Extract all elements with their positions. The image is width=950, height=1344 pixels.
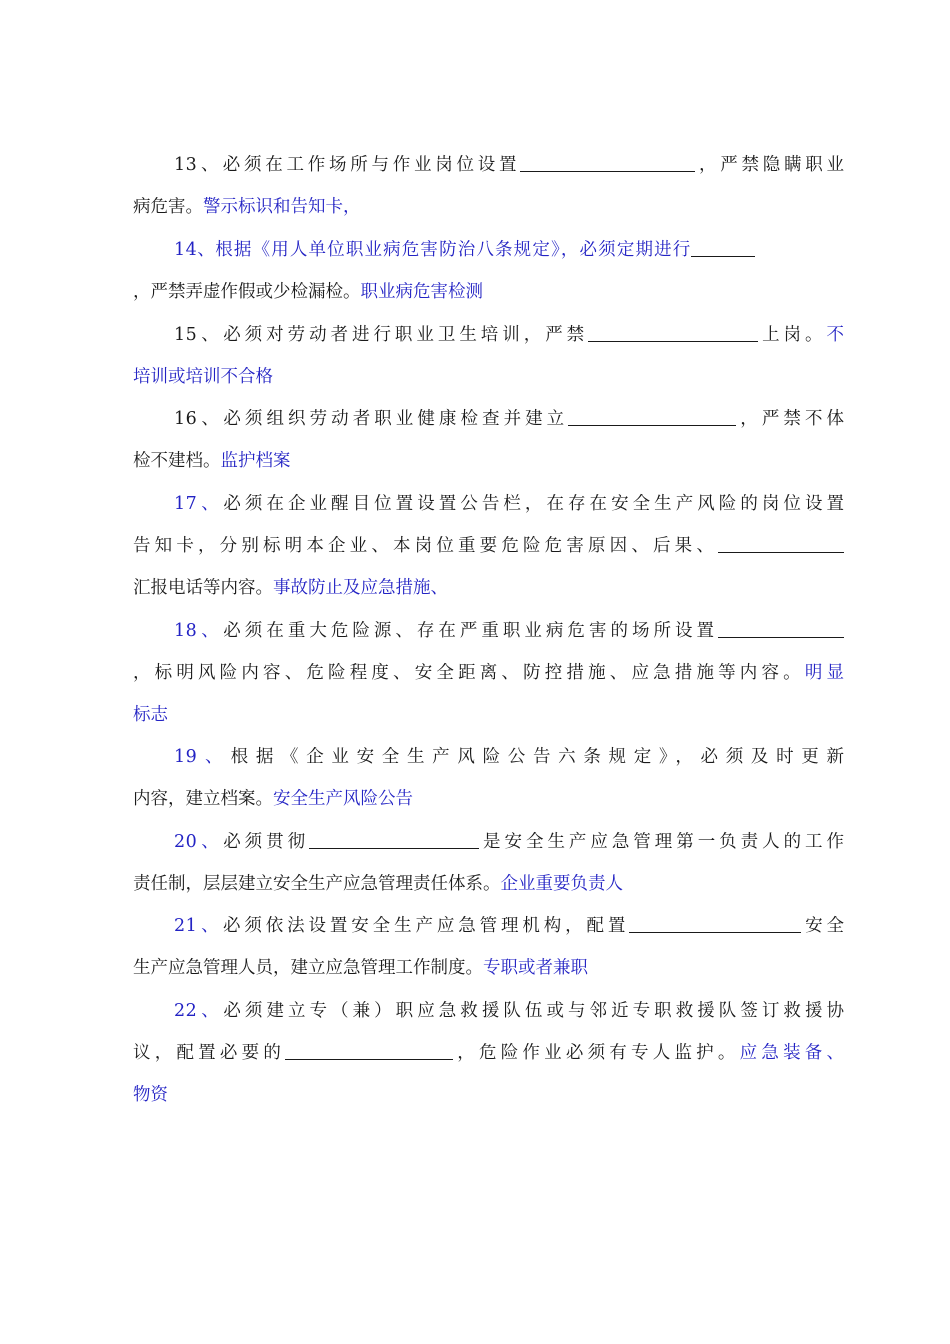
question-line [133, 448, 844, 474]
question-line [133, 660, 844, 686]
question-text: 议，配置必要的 [133, 1043, 286, 1063]
answer-blank [718, 619, 844, 638]
question-line [133, 575, 844, 601]
question-line [133, 322, 844, 348]
answer-blank [588, 323, 758, 342]
question-number: 14、 [174, 240, 216, 260]
question-text: ，严禁弄虚作假或少检漏检。 [133, 282, 361, 302]
question-line [133, 702, 844, 728]
answer-text: 标志 [133, 705, 168, 725]
answer-text: 不 [826, 325, 844, 345]
question-text: 检不建档。 [133, 451, 221, 471]
answer-blank [309, 830, 479, 849]
question-text: 安全 [801, 916, 844, 936]
question-text: 根据《用人单位职业病危害防治八条规定》，必须定期进行 [215, 240, 692, 260]
question-number: 18、 [174, 621, 224, 641]
answer-blank [691, 238, 755, 257]
question-line [133, 152, 844, 178]
question-line [133, 871, 844, 897]
question-text: 必须依法设置安全生产应急管理机构，配置 [223, 916, 630, 936]
question-line [133, 829, 844, 855]
question-text: 内容，建立档案。 [133, 789, 273, 809]
answer-text: 培训或培训不合格 [133, 367, 273, 387]
answer-blank [285, 1041, 453, 1060]
question-text: 上岗。 [758, 325, 827, 345]
answer-text: 应急装备、 [739, 1043, 845, 1063]
question-text: ，标明风险内容、危险程度、安全距离、防控措施、应急措施等内容。 [133, 663, 805, 683]
question-text: 必须贯彻 [223, 832, 310, 852]
question-line [133, 786, 844, 812]
question-text: 是安全生产应急管理第一负责人的工作 [479, 832, 844, 852]
question-text: ，严禁隐瞒职业 [695, 155, 844, 175]
answer-blank [629, 914, 801, 933]
question-number: 17、 [174, 494, 224, 514]
question-number: 22、 [174, 1001, 224, 1021]
question-text: 必须在重大危险源、存在严重职业病危害的场所设置 [223, 621, 718, 641]
question-text: 汇报电话等内容。 [133, 578, 273, 598]
answer-text: 职业病危害检测 [360, 282, 483, 302]
answer-blank [718, 534, 844, 553]
answer-text: 监护档案 [220, 451, 291, 471]
answer-text: 企业重要负责人 [500, 874, 623, 894]
question-line [133, 744, 844, 770]
question-text: 必须在企业醒目位置设置公告栏，在存在安全生产风险的岗位设置 [223, 494, 844, 514]
answer-blank [568, 407, 736, 426]
question-line [133, 237, 844, 263]
question-line [133, 406, 844, 432]
question-text: 必须组织劳动者职业健康检查并建立 [223, 409, 569, 429]
answer-text: 安全生产风险公告 [273, 789, 413, 809]
question-line [133, 194, 844, 220]
question-number: 13、 [174, 155, 223, 175]
question-text: 病危害。 [133, 197, 203, 217]
answer-text: 明显 [804, 663, 844, 683]
question-line [133, 618, 844, 644]
question-line [133, 1082, 844, 1108]
answer-text: 物资 [133, 1085, 168, 1105]
question-line [133, 1040, 844, 1066]
question-text: 责任制，层层建立安全生产应急管理责任体系。 [133, 874, 501, 894]
question-number: 15、 [174, 325, 224, 345]
question-number: 20、 [174, 832, 224, 852]
question-line [133, 533, 844, 559]
question-text: 根据《企业安全生产风险公告六条规定》，必须及时更新 [230, 747, 844, 767]
question-text: 生产应急管理人员，建立应急管理工作制度。 [133, 958, 483, 978]
question-line [133, 998, 844, 1024]
question-line [133, 364, 844, 390]
question-line [133, 955, 844, 981]
question-text: 告知卡，分别标明本企业、本岗位重要危险危害原因、后果、 [133, 536, 718, 556]
question-line [133, 279, 844, 305]
question-text: 必须对劳动者进行职业卫生培训，严禁 [223, 325, 589, 345]
answer-text: 专职或者兼职 [483, 958, 588, 978]
answer-text: 事故防止及应急措施、 [273, 578, 448, 598]
question-number: 16、 [174, 409, 224, 429]
question-line [133, 913, 844, 939]
question-line [133, 491, 844, 517]
question-text: ，危险作业必须有专人监护。 [453, 1043, 740, 1063]
answer-text: 警示标识和告知卡， [203, 197, 361, 217]
question-text: ，严禁不体 [736, 409, 844, 429]
question-number: 21、 [174, 916, 224, 936]
question-text: 必须在工作场所与作业岗位设置 [222, 155, 521, 175]
question-text: 必须建立专（兼）职应急救援队伍或与邻近专职救援队签订救援协 [223, 1001, 844, 1021]
answer-blank [520, 153, 695, 172]
question-number: 19、 [174, 747, 231, 767]
